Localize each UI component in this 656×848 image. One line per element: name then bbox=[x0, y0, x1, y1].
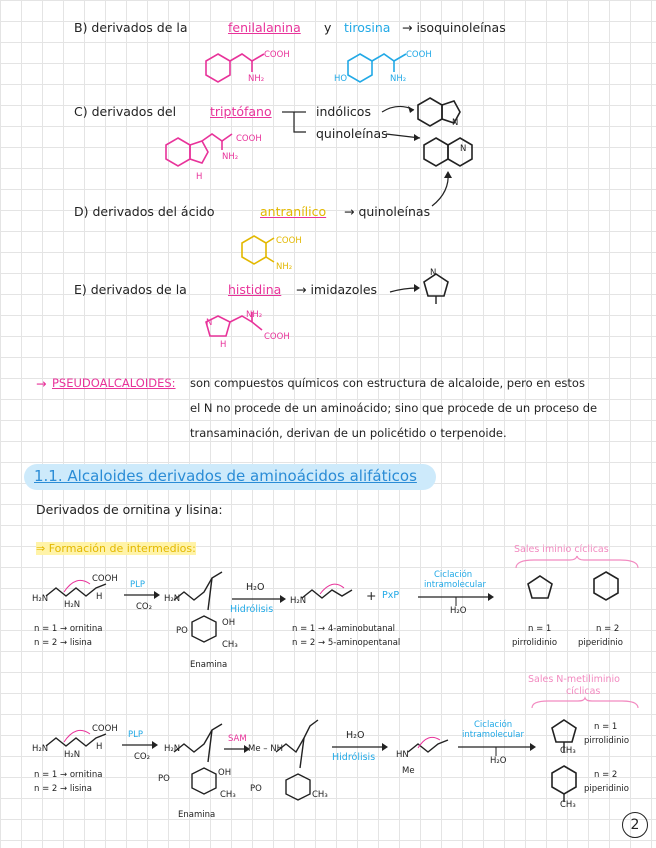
section-heading bbox=[24, 464, 436, 490]
histidine-label: histidina bbox=[228, 282, 282, 297]
his-cooh: COOH bbox=[264, 332, 290, 342]
r2-oh: OH bbox=[218, 768, 232, 778]
r2-arrow-1 bbox=[122, 740, 162, 752]
sales-metiliminio-label-2: cíclicas bbox=[566, 686, 601, 697]
r1-cooh: COOH bbox=[92, 574, 118, 584]
r1-h2o-out: H₂O bbox=[450, 606, 467, 616]
r1-h: H bbox=[96, 592, 103, 602]
r2-h2n-2: H₂N bbox=[64, 750, 81, 760]
r2-pip-ch3: CH₃ bbox=[560, 800, 576, 810]
r1-hidrolisis: Hidrólisis bbox=[230, 604, 274, 615]
pseudo-label: PSEUDOALCALOIDES: bbox=[52, 376, 176, 390]
piperidinium-icon-1 bbox=[590, 570, 624, 608]
r1-pip: piperidinio bbox=[578, 638, 623, 648]
r2-pirr: pirrolidinio bbox=[584, 736, 630, 746]
r2-h2o: H₂O bbox=[346, 730, 365, 741]
isoquinoline-arrow-text: → isoquinoleínas bbox=[402, 20, 506, 35]
brace-1 bbox=[514, 556, 640, 570]
pyrrolidinium-icon-1 bbox=[524, 572, 558, 606]
r1-pirr-n: n = 1 bbox=[528, 624, 552, 634]
r2-pip-n: n = 2 bbox=[594, 770, 618, 780]
r1-amino1: n = 1 → 4-aminobutanal bbox=[292, 624, 396, 634]
r1-h2n: H₂N bbox=[32, 594, 49, 604]
r2-h2o-out: H₂O bbox=[490, 756, 507, 766]
phenylalanine-label: fenilalanina bbox=[228, 20, 301, 35]
arrow-to-indole bbox=[380, 100, 420, 120]
r1-amino2: n = 2 → 5-aminopentanal bbox=[292, 638, 401, 648]
sales-iminio-label: Sales iminio cíclicas bbox=[514, 544, 609, 555]
r2-enamina: Enamina bbox=[178, 810, 216, 820]
line-e-prefix: E) derivados de la bbox=[74, 282, 187, 297]
section-title: 1.1. Alcaloides derivados de aminoácidos alifáticos bbox=[34, 467, 417, 485]
indole-text: indólicos bbox=[316, 104, 371, 119]
r1-oh: OH bbox=[222, 618, 236, 628]
r1-enamina: Enamina bbox=[190, 660, 228, 670]
phe-nh2: NH₂ bbox=[248, 74, 265, 84]
r1-po: PO bbox=[176, 626, 188, 636]
quinoline-n: N bbox=[460, 144, 467, 154]
trp-cooh: COOH bbox=[236, 134, 262, 144]
r2-ciclacion-1: Ciclación bbox=[474, 720, 513, 730]
anthranilic-label: antranílico bbox=[260, 204, 327, 219]
r1-pirr: pirrolidinio bbox=[512, 638, 558, 648]
indole-n: N bbox=[452, 118, 459, 128]
r1-plp: PLP bbox=[130, 580, 145, 590]
his-n: N bbox=[206, 318, 213, 328]
r2-pyrr-ch3: CH₃ bbox=[560, 746, 576, 756]
r1-h2o: H₂O bbox=[246, 582, 265, 593]
sales-metiliminio-label-1: Sales N-metiliminio bbox=[528, 674, 620, 685]
his-h: H bbox=[220, 340, 227, 350]
r1-ch3: CH₃ bbox=[222, 640, 238, 650]
pseudo-line3: transaminación, derivan de un policétido o terpenoide. bbox=[190, 426, 507, 440]
r1-n-orn: n = 1 → ornitina bbox=[34, 624, 103, 634]
line-c-prefix: C) derivados del bbox=[74, 104, 177, 119]
methylaminoaldehyde-structure bbox=[404, 728, 454, 768]
pseudo-arrow: → bbox=[36, 376, 47, 391]
r1-pxp: PxP bbox=[382, 590, 400, 601]
r2-n-orn: n = 1 → ornitina bbox=[34, 770, 103, 780]
pseudo-line1: son compuestos químicos con estructura de alcaloide, pero en estos bbox=[190, 376, 585, 390]
r2-enamine-h2n: H₂N bbox=[164, 744, 181, 754]
subtitle: Derivados de ornitina y lisina: bbox=[36, 502, 223, 517]
r1-plus: + bbox=[366, 588, 377, 603]
trp-h: H bbox=[196, 172, 203, 182]
anthranilic-structure bbox=[240, 232, 280, 272]
d-arrow-text: → quinoleínas bbox=[344, 204, 431, 219]
line-b-prefix: B) derivados de la bbox=[74, 20, 188, 35]
quinoline-text: quinoleínas bbox=[316, 126, 388, 141]
r1-pip-n: n = 2 bbox=[596, 624, 620, 634]
imidazole-n: N bbox=[430, 268, 437, 278]
r2-ciclacion-2: intramolecular bbox=[462, 730, 524, 740]
histidine-structure bbox=[204, 308, 284, 354]
quinoline-icon bbox=[424, 136, 476, 170]
r1-amino-h2n: H₂N bbox=[290, 596, 307, 606]
r2-po: PO bbox=[158, 774, 170, 784]
r2-h: H bbox=[96, 742, 103, 752]
enamine-structure-2 bbox=[168, 712, 228, 812]
r1-n-lis: n = 2 → lisina bbox=[34, 638, 92, 648]
r2-ch3-2: CH₃ bbox=[312, 790, 328, 800]
tyr-cooh: COOH bbox=[406, 50, 432, 60]
r1-arrow-1 bbox=[124, 590, 164, 602]
r2-pirr-n: n = 1 bbox=[594, 722, 618, 732]
his-nh2: NH₂ bbox=[246, 310, 263, 320]
pseudo-line2: el N no procede de un aminoácido; sino que procede de un proceso de bbox=[190, 401, 598, 415]
r2-menh: Me – NH bbox=[248, 744, 283, 754]
r1-enamine-h2n: H₂N bbox=[164, 594, 181, 604]
tyr-nh2: NH₂ bbox=[390, 74, 407, 84]
tryptophan-label: triptófano bbox=[210, 104, 272, 119]
r2-hidrolisis: Hidrólisis bbox=[332, 752, 376, 763]
r2-co2: CO₂ bbox=[134, 752, 151, 762]
r2-n-lis: n = 2 → lisina bbox=[34, 784, 92, 794]
arrow-to-imidazole bbox=[388, 282, 424, 298]
r2-hn: HN bbox=[396, 750, 409, 760]
ant-nh2: NH₂ bbox=[276, 262, 293, 272]
conj-y: y bbox=[324, 20, 332, 35]
r2-ch3: CH₃ bbox=[220, 790, 236, 800]
arrow-d-to-quinoline bbox=[426, 168, 456, 208]
formacion-heading: ⇒ Formación de intermedios: bbox=[36, 542, 196, 555]
e-arrow-text: → imidazoles bbox=[296, 282, 378, 297]
r2-h2n: H₂N bbox=[32, 744, 49, 754]
r2-me: Me bbox=[402, 766, 415, 776]
page-number: 2 bbox=[622, 812, 648, 838]
trp-nh2: NH₂ bbox=[222, 152, 239, 162]
r1-h2n-2: H₂N bbox=[64, 600, 81, 610]
r2-pip: piperidinio bbox=[584, 784, 629, 794]
line-d-prefix: D) derivados del ácido bbox=[74, 204, 215, 219]
r1-co2: CO₂ bbox=[136, 602, 153, 612]
r2-plp: PLP bbox=[128, 730, 143, 740]
r2-po-2: PO bbox=[250, 784, 262, 794]
indole-icon bbox=[418, 92, 472, 132]
imidazole-icon bbox=[420, 270, 456, 306]
ant-cooh: COOH bbox=[276, 236, 302, 246]
r2-sam: SAM bbox=[228, 734, 247, 744]
r1-ciclacion-2: intramolecular bbox=[424, 580, 486, 590]
phe-cooh: COOH bbox=[264, 50, 290, 60]
r2-cooh: COOH bbox=[92, 724, 118, 734]
brace-2 bbox=[530, 698, 640, 710]
tyr-ho: HO bbox=[334, 74, 348, 84]
r1-ciclacion-1: Ciclación bbox=[434, 570, 473, 580]
tyrosine-label: tirosina bbox=[344, 20, 391, 35]
